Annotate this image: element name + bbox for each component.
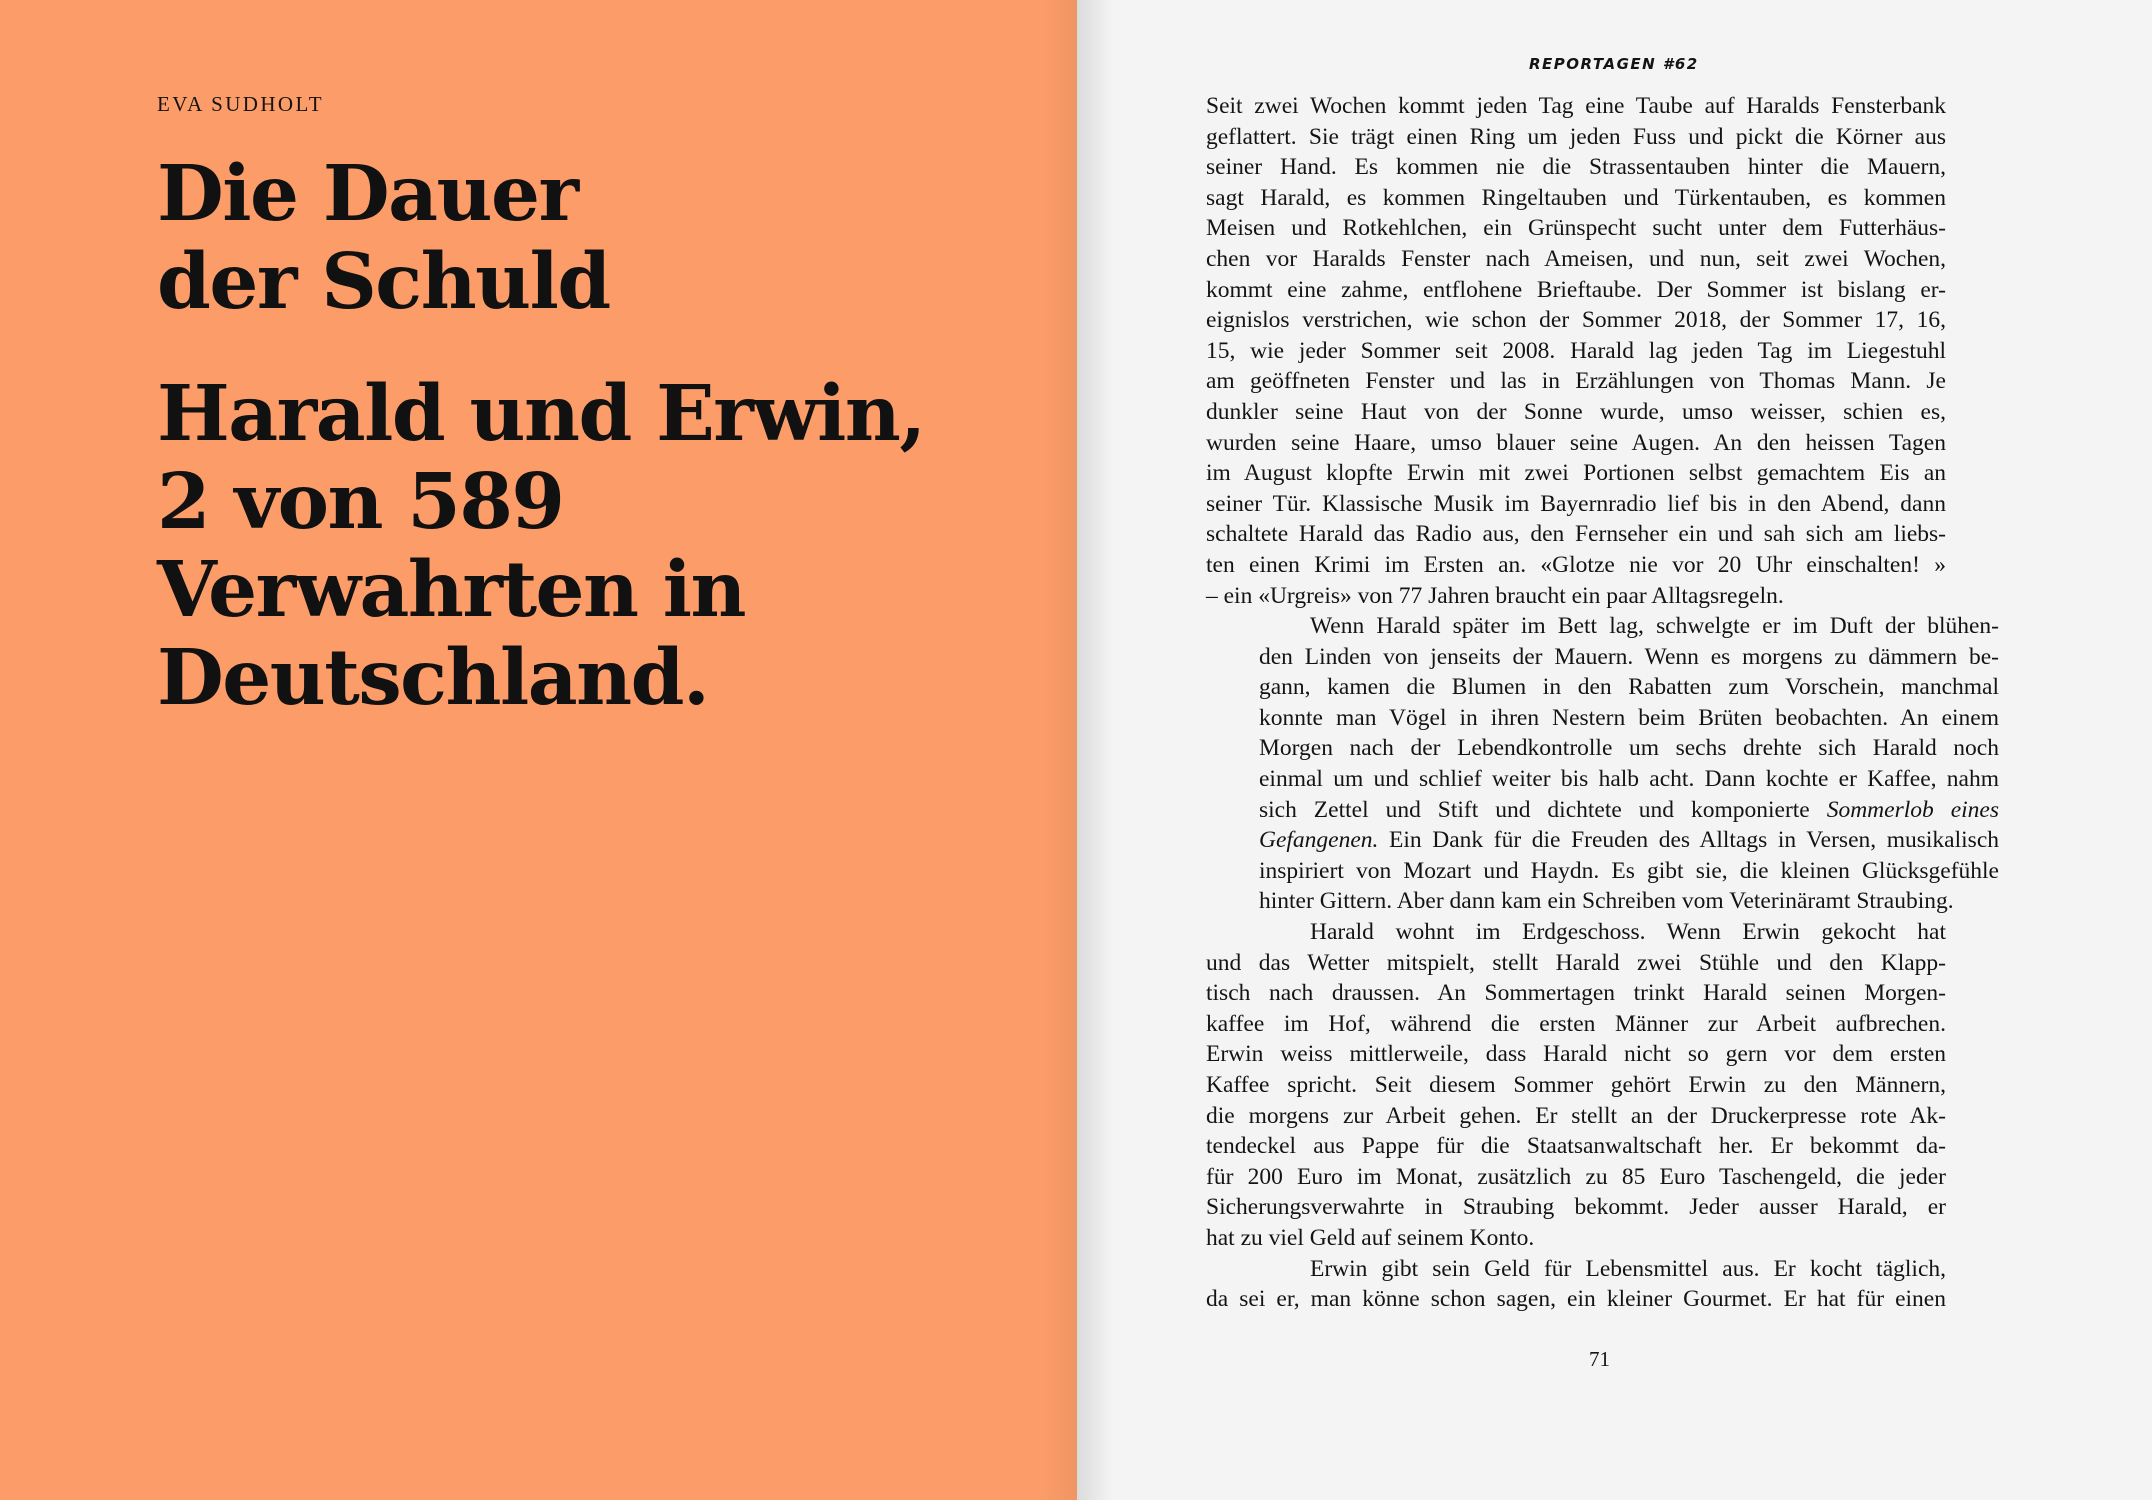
- text-line: Meisen und Rotkehlchen, ein Grünspecht sucht unter dem Futterhäus-: [1206, 215, 1946, 242]
- text-line: dunkler seine Haut von der Sonne wurde, umso weisser, schien es,: [1206, 398, 1946, 425]
- text-line: im August klopfte Erwin mit zwei Portionen selbst gemachtem Eis an: [1206, 460, 1946, 487]
- text-line: seiner Tür. Klassische Musik im Bayernradio lief bis in den Abend, dann: [1206, 490, 1946, 517]
- text-line: für 200 Euro im Monat, zusätzlich zu 85 Euro Taschengeld, die jeder: [1206, 1163, 1946, 1190]
- text-line: kommt eine zahme, entflohene Brieftaube. Der Sommer ist bislang er-: [1206, 276, 1946, 303]
- text-line: Erwin gibt sein Geld für Lebensmittel aus. Er kocht täglich,: [1310, 1255, 1946, 1282]
- text-line: – ein «Urgreis» von 77 Jahren braucht ein paar Alltagsregeln.: [1206, 582, 1784, 609]
- subtitle-line: Verwahrten in: [157, 545, 746, 635]
- text-line: am geöffneten Fenster und las in Erzählungen von Thomas Mann. Je: [1206, 368, 1946, 395]
- work-title: Gefangenen.: [1259, 827, 1379, 854]
- text-line: Harald wohnt im Erdgeschoss. Wenn Erwin gekocht hat: [1310, 919, 1946, 946]
- subtitle-line: Harald und Erwin,: [157, 369, 925, 459]
- text-line: ten einen Krimi im Ersten an. «Glotze nie vor 20 Uhr einschalten! »: [1206, 551, 1946, 578]
- text-line: Wenn Harald später im Bett lag, schwelgte er im Duft der blühen-: [1310, 613, 1999, 640]
- text-line: chen vor Haralds Fenster nach Ameisen, und nun, seit zwei Wochen,: [1206, 245, 1946, 272]
- text-line: einmal um und schlief weiter bis halb acht. Dann kochte er Kaffee, nahm: [1259, 766, 1999, 793]
- article-body: [1206, 91, 2006, 1315]
- text-line: inspiriert von Mozart und Haydn. Es gibt sie, die kleinen Glücksgefühle: [1259, 857, 1999, 884]
- page-number: 71: [1589, 1347, 1610, 1371]
- subtitle-line: Deutschland.: [157, 633, 709, 723]
- text-line: hat zu viel Geld auf seinem Konto.: [1206, 1224, 1535, 1251]
- text-line: konnte man Vögel in ihren Nestern beim Brüten beobachten. An einem: [1259, 704, 1999, 731]
- text-line: [1259, 825, 1999, 856]
- article-title: [157, 150, 610, 326]
- text-run: sich Zettel und Stift und dichtete und komponierte: [1259, 796, 1827, 823]
- author-name: EVA SUDHOLT: [157, 92, 325, 116]
- text-line: die morgens zur Arbeit gehen. Er stellt an der Druckerpresse rote Ak-: [1206, 1102, 1946, 1129]
- subtitle-line: 2 von 589: [157, 457, 564, 547]
- text-line: Seit zwei Wochen kommt jeden Tag eine Taube auf Haralds Fensterbank: [1206, 93, 1946, 119]
- text-run: Ein Dank für die Freuden des Alltags in Versen, musikalisch: [1378, 827, 1999, 854]
- text-line: wurden seine Haare, umso blauer seine Augen. An den heissen Tagen: [1206, 429, 1946, 456]
- text-line: geflattert. Sie trägt einen Ring um jeden Fuss und pickt die Körner aus: [1206, 123, 1946, 150]
- text-line: eignislos verstrichen, wie schon der Sommer 2018, der Sommer 17, 16,: [1206, 307, 1946, 334]
- text-line: tendeckel aus Pappe für die Staatsanwaltschaft her. Er bekommt da-: [1206, 1133, 1946, 1160]
- article-subtitle: [157, 370, 925, 722]
- text-line: Sicherungsverwahrte in Straubing bekommt. Jeder ausser Harald, er: [1206, 1194, 1946, 1221]
- text-line: sagt Harald, es kommen Ringeltauben und Türkentauben, es kommen: [1206, 184, 1946, 211]
- text-line: [1259, 795, 1999, 826]
- text-line: Morgen nach der Lebendkontrolle um sechs drehte sich Harald noch: [1259, 735, 1999, 762]
- text-line: hinter Gittern. Aber dann kam ein Schreiben vom Veterinäramt Straubing.: [1259, 888, 1954, 915]
- text-line: da sei er, man könne schon sagen, ein kleiner Gourmet. Er hat für einen: [1206, 1286, 1946, 1313]
- text-line: tisch nach draussen. An Sommertagen trinkt Harald seinen Morgen-: [1206, 980, 1946, 1007]
- text-line: seiner Hand. Es kommen nie die Strassentauben hinter die Mauern,: [1206, 154, 1946, 181]
- running-head: REPORTAGEN #62: [1529, 55, 1699, 73]
- title-line: der Schuld: [157, 237, 610, 327]
- text-line: gann, kamen die Blumen in den Rabatten zum Vorschein, manchmal: [1259, 674, 1999, 701]
- title-line: Die Dauer: [157, 149, 578, 239]
- text-line: Kaffee spricht. Seit diesem Sommer gehört Erwin zu den Männern,: [1206, 1072, 1946, 1098]
- text-line: 15, wie jeder Sommer seit 2008. Harald lag jeden Tag im Liegestuhl: [1206, 337, 1946, 364]
- text-line: schaltete Harald das Radio aus, den Fernseher ein und sah sich am liebs-: [1206, 521, 1946, 548]
- text-line: Erwin weiss mittlerweile, dass Harald nicht so gern vor dem ersten: [1206, 1041, 1946, 1068]
- text-line: den Linden von jenseits der Mauern. Wenn es morgens zu dämmern be-: [1259, 643, 1999, 670]
- text-line: und das Wetter mitspielt, stellt Harald zwei Stühle und den Klapp-: [1206, 949, 1946, 976]
- text-line: kaffee im Hof, während die ersten Männer zur Arbeit aufbrechen.: [1206, 1010, 1946, 1037]
- work-title: Sommerlob eines: [1826, 796, 1999, 823]
